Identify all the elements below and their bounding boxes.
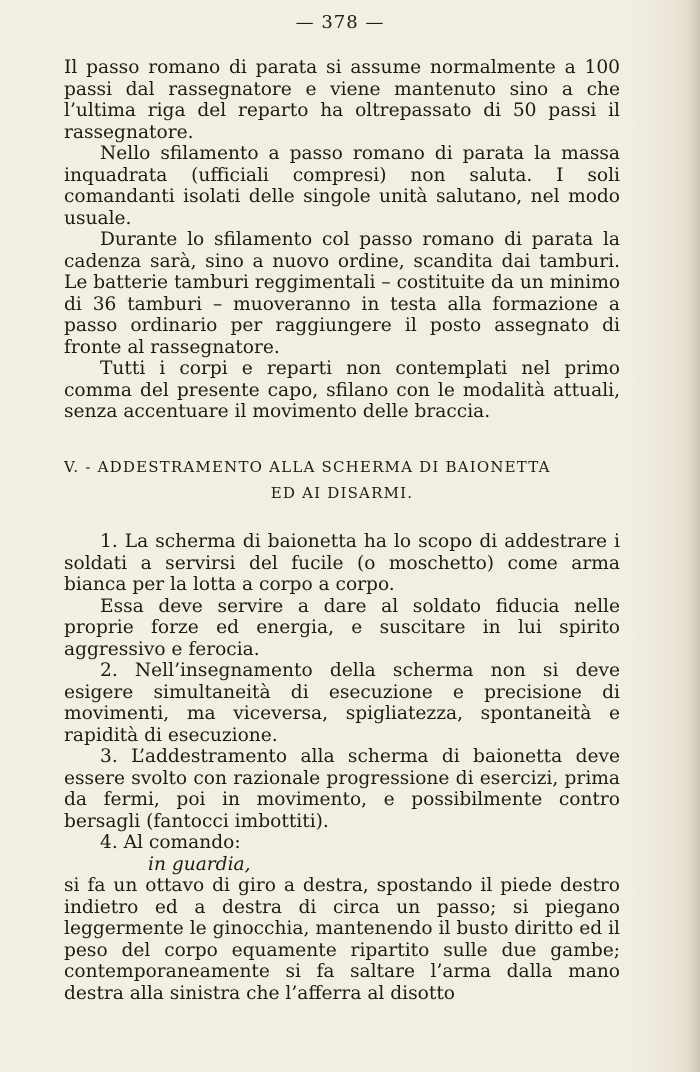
text-block-scherma-esecuzione <box>64 660 620 1004</box>
page-edge <box>686 0 700 1072</box>
paragraph-4-comando: 4. Al comando: <box>100 832 241 853</box>
paragraph-2-insegnamento: 2. Nell’insegnamento della scherma non si deve esigere simultaneità di esecuzione e precisione di movimenti, ma viceversa, spigliatezza, spontaneità e rapidità di esecuzione. <box>64 660 620 746</box>
text-block-parata <box>64 57 620 423</box>
text-block-scherma-scopo <box>64 531 620 660</box>
paragraph-sfilamento: Nello sfilamento a passo romano di parata la massa inquadrata (ufficiali compresi) non saluta. I soli comandanti isolati delle singole unità salutano, nel modo usuale. <box>64 143 620 229</box>
section-heading <box>64 454 620 506</box>
paragraph-in-guardia-description: si fa un ottavo di giro a destra, spostando il piede destro indietro ed a destra di circa un passo; si piegano leggermente le ginocchia, mantenendo il busto diritto ed il peso del corpo equamente ripartito sulle due gambe; contemporaneamente si fa saltare l’arma dalla mano destra alla sinistra che l’afferra al disotto <box>64 875 620 1004</box>
paragraph-corpi-reparti: Tutti i corpi e reparti non contemplati nel primo comma del presente capo, sfilano con le modalità attuali, senza accentuare il movimento delle braccia. <box>64 358 620 422</box>
paragraph-passo-romano: Il passo romano di parata si assume normalmente a 100 passi dal rassegnatore e viene mantenuto sino a che l’ultima riga del reparto ha oltrepassato di 50 passi il rassegnatore. <box>64 57 620 143</box>
paragraph-1-scopo: 1. La scherma di baionetta ha lo scopo di addestrare i soldati a servirsi del fucile (o moschetto) come arma bianca per la lotta a corpo a corpo. <box>64 531 620 595</box>
paragraph-fiducia: Essa deve servire a dare al soldato fiducia nelle proprie forze ed energia, e suscitare in lui spirito aggressivo e ferocia. <box>64 595 620 660</box>
page-number: — 378 — <box>295 12 385 33</box>
paragraph-3-addestramento: 3. L’addestramento alla scherma di baionetta deve essere svolto con razionale progressione di esercizi, prima da fermi, poi in movimento, e possibilmente contro bersagli (fantocci imbottiti). <box>64 746 620 832</box>
section-heading-line-1: V. - ADDESTRAMENTO ALLA SCHERMA DI BAIONETTA <box>64 458 551 476</box>
command-in-guardia: in guardia, <box>148 853 251 875</box>
section-heading-line-2: ED AI DISARMI. <box>270 484 414 502</box>
paragraph-cadenza: Durante lo sfilamento col passo romano di parata la cadenza sarà, sino a nuovo ordine, scandita dai tamburi. Le batterie tamburi reggimentali – costituite da un minimo di 36 tamburi – muoveranno in testa alla formazione a passo ordinario per raggiungere il posto assegnato di fronte al rassegnatore. <box>64 229 621 358</box>
